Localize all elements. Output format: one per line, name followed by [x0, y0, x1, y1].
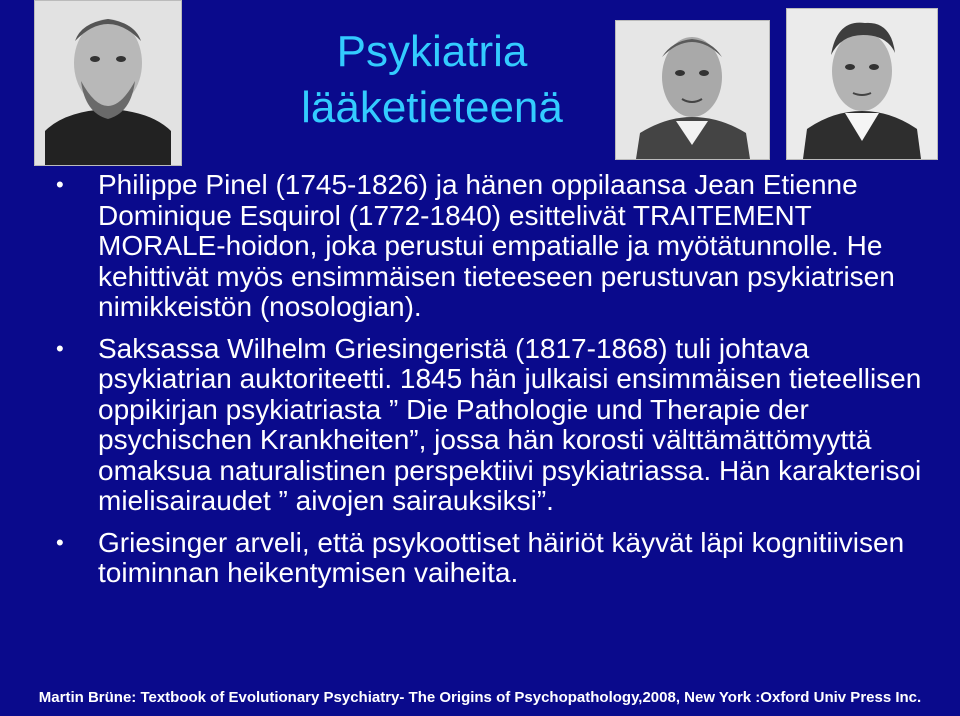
portrait-icon — [787, 9, 937, 159]
portrait-icon — [35, 1, 181, 165]
portrait-image-2 — [615, 20, 770, 160]
bullet-item — [56, 528, 926, 589]
title-line-2: lääketieteenä — [301, 83, 563, 132]
title-line-1: Psykiatria — [336, 27, 528, 76]
bullet-dot: • — [56, 529, 64, 555]
bullet-dot: • — [56, 335, 64, 361]
bullet-text: Saksassa Wilhelm Griesingeristä (1817-1868) tuli johtava psykiatrian auktoriteetti. 1845 hän julkaisi ensimmäisen tieteellisen oppikirjan psykiatriasta ” Die Pathologie und Therapie der psychischen Krankheiten”, jossa hän korosti välttämättömyyttä omaksua naturalistinen perspektiivi psykiatriassa. Hän karakterisoi mielisairaudet ” aivojen sairauksiksi”. — [98, 332, 922, 516]
bullet-text: Griesinger arveli, että psykoottiset häiriöt käyvät läpi kognitiivisen toiminnan heikentymisen vaiheita. — [98, 526, 905, 588]
citation-footer: Martin Brüne: Textbook of Evolutionary Psychiatry- The Origins of Psychopathology,2008, New York :Oxford Univ Press Inc. — [38, 689, 922, 706]
portrait-image-1 — [34, 0, 182, 166]
portrait-image-3 — [786, 8, 938, 160]
slide-title — [262, 24, 602, 136]
bullet-text: Philippe Pinel (1745-1826) ja hänen oppilaansa Jean Etienne Dominique Esquirol (1772-1840) esittelivät TRAITEMENT MORALE-hoidon, joka perustui empatialle ja myötätunnolle. He kehittivät myös ensimmäisen tieteeseen perustuvan psykiatrisen nimikkeistön (nosologian). — [98, 169, 895, 322]
bullet-list — [56, 170, 926, 600]
bullet-item — [56, 170, 926, 323]
bullet-item — [56, 334, 926, 517]
portrait-icon — [616, 21, 769, 159]
bullet-dot: • — [56, 172, 64, 197]
